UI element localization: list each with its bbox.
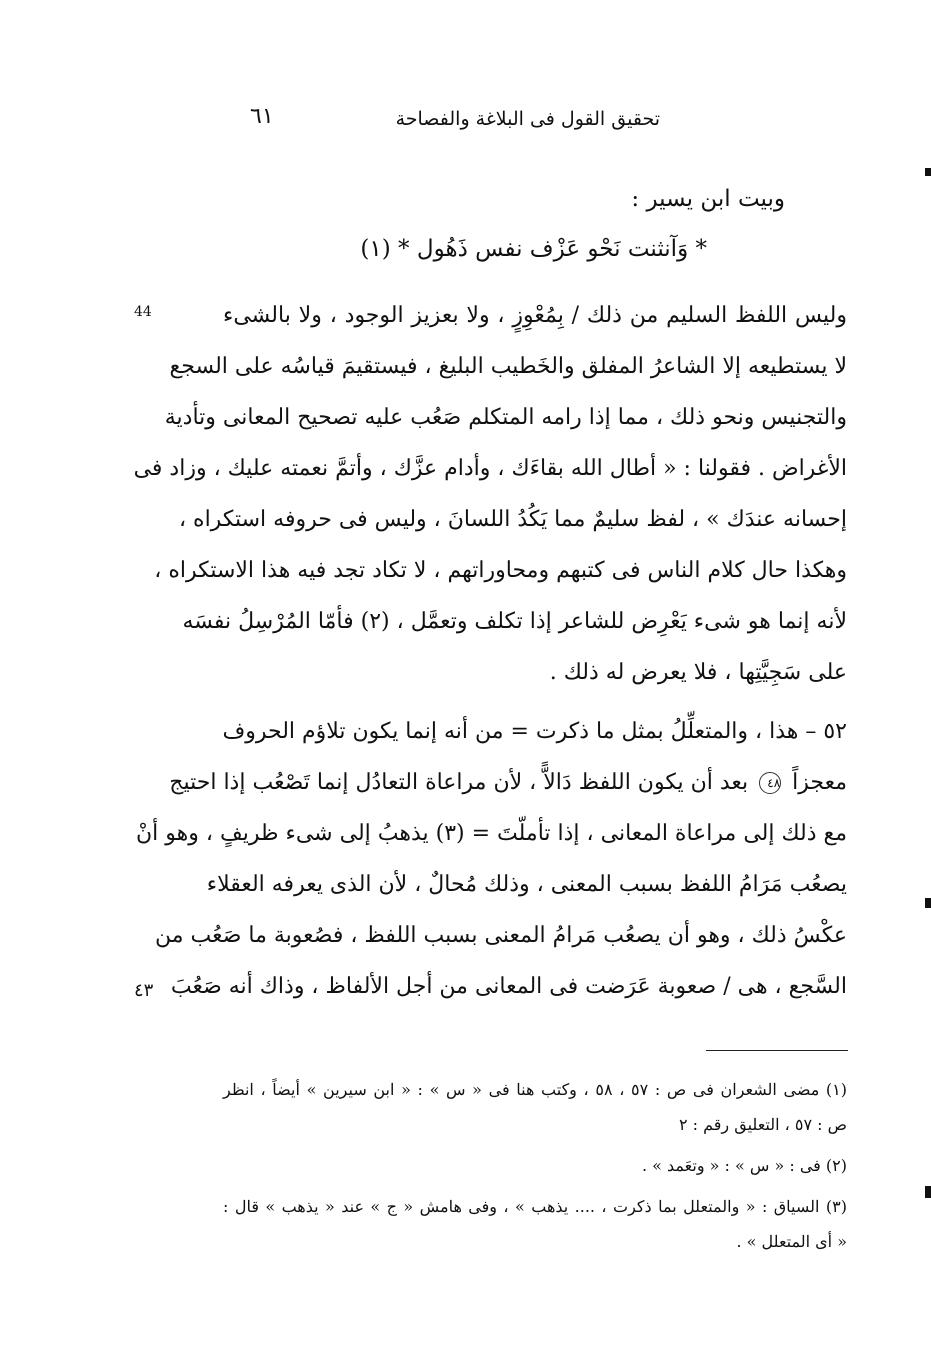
manuscript-folio-marker: ٤٨ [759,772,781,794]
footnote-line: (١) مضى الشعران فى ص : ٥٧ ، ٥٨ ، وكتب هنا فى « س » : « ابن سيرين » أيضاً ، انظر [223,1080,848,1099]
body-line: وهكذا حال كلام الناس فى كتبهم ومحاوراتهم ، لا تكاد تجد فيه هذا الاستكراه ، [154,558,847,583]
body-line-with-marker [169,763,847,803]
body-line: والتجنيس ونحو ذلك ، مما إذا رامه المتكلم صَعُب عليه تصحيح المعانى وتأدية [164,405,847,430]
body-line: لأنه إنما هو شىء يَعْرِض للشاعر إذا تكلف وتعمَّل ، (٢) فأمّا المُرْسِلُ نفسَه [182,609,847,634]
footnote-line: ص : ٥٧ ، التعليق رقم : ٢ [678,1115,847,1134]
verse-line: * وَآنثنت نَحْو عَزْف نفس ذَهُول * (١) [360,236,707,262]
body-line: السَّجع ، هى / صعوبة عَرَضت فى المعانى من أجل الألفاظ ، وذاك أنه صَعُبَ [170,974,847,999]
body-line: عكْسُ ذلك ، وهو أن يصعُب مَرامُ المعنى بسبب اللفظ ، فصُعوبة ما صَعُب من [154,923,847,948]
footnote-line: (٢) فى : « س » : « وتعَمد » . [641,1156,847,1175]
footnote-separator [706,1050,848,1051]
body-line: مع ذلك إلى مراعاة المعانى ، إذا تأملّتَ = (٣) يذهبُ إلى شىء ظريفٍ ، وهو أنْ [136,821,847,846]
scan-edge-mark [925,168,931,176]
margin-note-43: ٤٣ [134,980,154,1001]
body-line-start: معجزاً [792,770,847,795]
footnote-line: « أى المتعلل » . [736,1232,847,1251]
body-line: إحسانه عندَك » ، لفظ سليمٌ مما يَكُدُ اللسانَ ، وليس فى حروفه استكراه ، [178,507,847,532]
body-line: يصعُب مَرَامُ اللفظ بسبب المعنى ، وذلك مُحالٌ ، لأن الذى يعرفه العقلاء [206,872,847,897]
scan-edge-mark [925,1186,931,1198]
scan-edge-mark [925,898,931,908]
verse-intro: وبيت ابن يسير : [631,186,785,212]
body-line: ٥٢ – هذا ، والمتعلِّلُ بمثل ما ذكرت = من أنه إنما يكون تلاؤم الحروف [222,719,847,744]
margin-note-44: 44 [134,304,152,320]
body-line: لا يستطيعه إلا الشاعرُ المفلق والخَطيب البليغ ، فيستقيمَ قياسُه على السجع [169,354,847,379]
running-header-title: تحقيق القول فى البلاغة والفصاحة [395,108,660,130]
body-line: على سَجِيَّتِها ، فلا يعرض له ذلك . [549,660,847,685]
body-line: الأغراض . فقولنا : « أطال الله بقاءَك ، وأدام عزَّك ، وأتمَّ نعمته عليك ، وزاد فى [133,456,847,481]
body-line: وليس اللفظ السليم من ذلك / بِمُعْوِزٍ ، ولا بعزيز الوجود ، ولا بالشىء [223,303,847,328]
page-number: ٦١ [250,104,274,129]
body-line-rest: بعد أن يكون اللفظ دَالاًّ ، لأن مراعاة التعادُل إنما تَصْعُب إذا احتيج [169,770,749,795]
footnote-line: (٣) السياق : « والمتعلل بما ذكرت ، .... يذهب » ، وفى هامش « ج » عند « يذهب » قال : [223,1197,847,1216]
